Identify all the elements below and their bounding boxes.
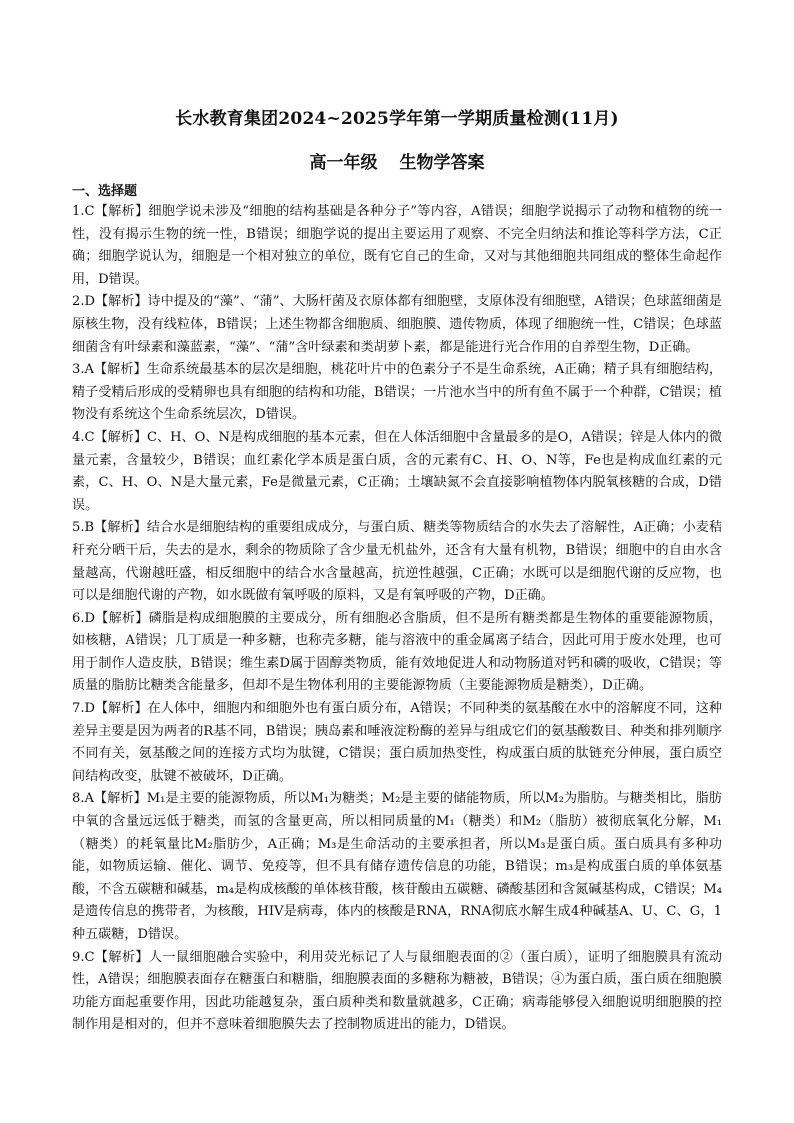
section-heading: 一、选择题 [72, 184, 138, 199]
answer-list [72, 201, 722, 1037]
answer-item-1: 1.C【解析】细胞学说未涉及“细胞的结构基础是各种分子”等内容，A错误；细胞学说揭示了动物和植物的统一性，没有揭示生物的统一性，B错误；细胞学说的提出主要运用了观察、不完全归纳法和推论等科学方法，C正确；细胞学说认为，细胞是一个相对独立的单位，既有它自己的生命，又对与其他细胞共同组成的整体生命起作用，D错误。 [72, 204, 722, 287]
grade-label: 高一年级 [309, 153, 378, 173]
subject-label: 生物学答案 [399, 153, 485, 173]
document-subtitle [0, 148, 794, 173]
document-title: 长水教育集团2024~2025学年第一学期质量检测(11月) [175, 109, 619, 129]
answer-item-4: 4.C【解析】C、H、O、N是构成细胞的基本元素，但在人体活细胞中含量最多的是O，A错误；锌是人体内的微量元素，含量较少，B错误；血红素化学本质是蛋白质，含的元素有C、H、O、N等，Fe也是构成血红素的元素，C、H、O、N是大量元素，Fe是微量元素，C正确；土壤缺氮不会直接影响植物体内脱氧核糖的合成，D错误。 [72, 429, 722, 513]
answer-item-3: 3.A【解析】生命系统最基本的层次是细胞，桃花叶片中的色素分子不是生命系统，A正确；精子具有细胞结构，精子受精后形成的受精卵也具有细胞的结构和功能，B错误；一片池水当中的所有鱼不属于一个种群，C错误；植物没有系统这个生命系统层次，D错误。 [72, 362, 722, 423]
answer-item-6: 6.D【解析】磷脂是构成细胞膜的主要成分，所有细胞必含脂质，但不是所有糖类都是生物体的重要能源物质，如核糖，A错误；几丁质是一种多糖，也称壳多糖，能与溶液中的重金属离子结合，因此可用于废水处理，也可用于制作人造皮肤，B错误；维生素D属于固醇类物质，能有效地促进人和动物肠道对钙和磷的吸收，C错误；等质量的脂肪比糖类含能量多，但却不是生物体利用的主要能源物质（主要能源物质是糖类），D正确。 [72, 610, 722, 694]
answer-item-5: 5.B【解析】结合水是细胞结构的重要组成成分，与蛋白质、糖类等物质结合的水失去了溶解性，A正确；小麦秸秆充分晒干后，失去的是水，剩余的物质除了含少量无机盐外，还含有大量有机物，B错误；细胞中的自由水含量越高，代谢越旺盛，相反细胞中的结合水含量越高，抗逆性越强，C正确；水既可以是细胞代谢的反应物，也可以是细胞代谢的产物，如水既做有氧呼吸的原料，又是有氧呼吸的产物，D正确。 [72, 520, 722, 604]
answer-item-9: 9.C【解析】人一鼠细胞融合实验中，利用荧光标记了人与鼠细胞表面的②（蛋白质），证明了细胞膜具有流动性，A错误；细胞膜表面存在糖蛋白和糖脂，细胞膜表面的多糖称为糖被，B错误；④为蛋白质，蛋白质在细胞膜功能方面起重要作用，因此功能越复杂，蛋白质种类和数量就越多，C正确；病毒能够侵入细胞说明细胞膜的控制作用是相对的，但并不意味着细胞膜失去了控制物质进出的能力，D错误。 [72, 949, 722, 1033]
answer-item-7: 7.D【解析】在人体中，细胞内和细胞外也有蛋白质分布，A错误；不同种类的氨基酸在水中的溶解度不同，这种差异主要是因为两者的R基不同，B错误；胰岛素和唾液淀粉酶的差异与组成它们的氨基酸数目、种类和排列顺序不同有关，氨基酸之间的连接方式均为肽键，C错误；蛋白质加热变性，构成蛋白质的肽链充分伸展，蛋白质空间结构改变，肽键不被破坏，D正确。 [72, 701, 722, 784]
answer-item-8: 8.A【解析】M₁是主要的能源物质，所以M₁为糖类；M₂是主要的储能物质，所以M₂为脂肪。与糖类相比，脂肪中氧的含量远远低于糖类，而氢的含量更高，所以相同质量的M₁（糖类）和M₂（脂肪）被彻底氧化分解，M₁（糖类）的耗氧量比M₂脂肪少，A正确；M₃是生命活动的主要承担者，所以M₃是蛋白质。蛋白质具有多种功能，如物质运输、催化、调节、免疫等，但不具有储存遗传信息的功能，B错误；m₃是构成蛋白质的单体氨基酸，不含五碳糖和碱基，m₄是构成核酸的单体核苷酸，核苷酸由五碳糖、磷酸基团和含氮碱基构成，C错误；M₄是遗传信息的携带者，为核酸，HIV是病毒，体内的核酸是RNA，RNA彻底水解生成4种碱基A、U、C、G，1种五碳糖，D错误。 [72, 791, 722, 942]
answer-item-2: 2.D【解析】诗中提及的“藻”、“蒲”、大肠杆菌及衣原体都有细胞壁，支原体没有细胞壁，A错误；色球蓝细菌是原核生物，没有线粒体，B错误；上述生物都含细胞质、细胞膜、遗传物质，体现了细胞统一性，C错误；色球蓝细菌含有叶绿素和藻蓝素，“藻”、“蒲”含叶绿素和类胡萝卜素，都是能进行光合作用的自养型生物，D正确。 [72, 294, 722, 355]
